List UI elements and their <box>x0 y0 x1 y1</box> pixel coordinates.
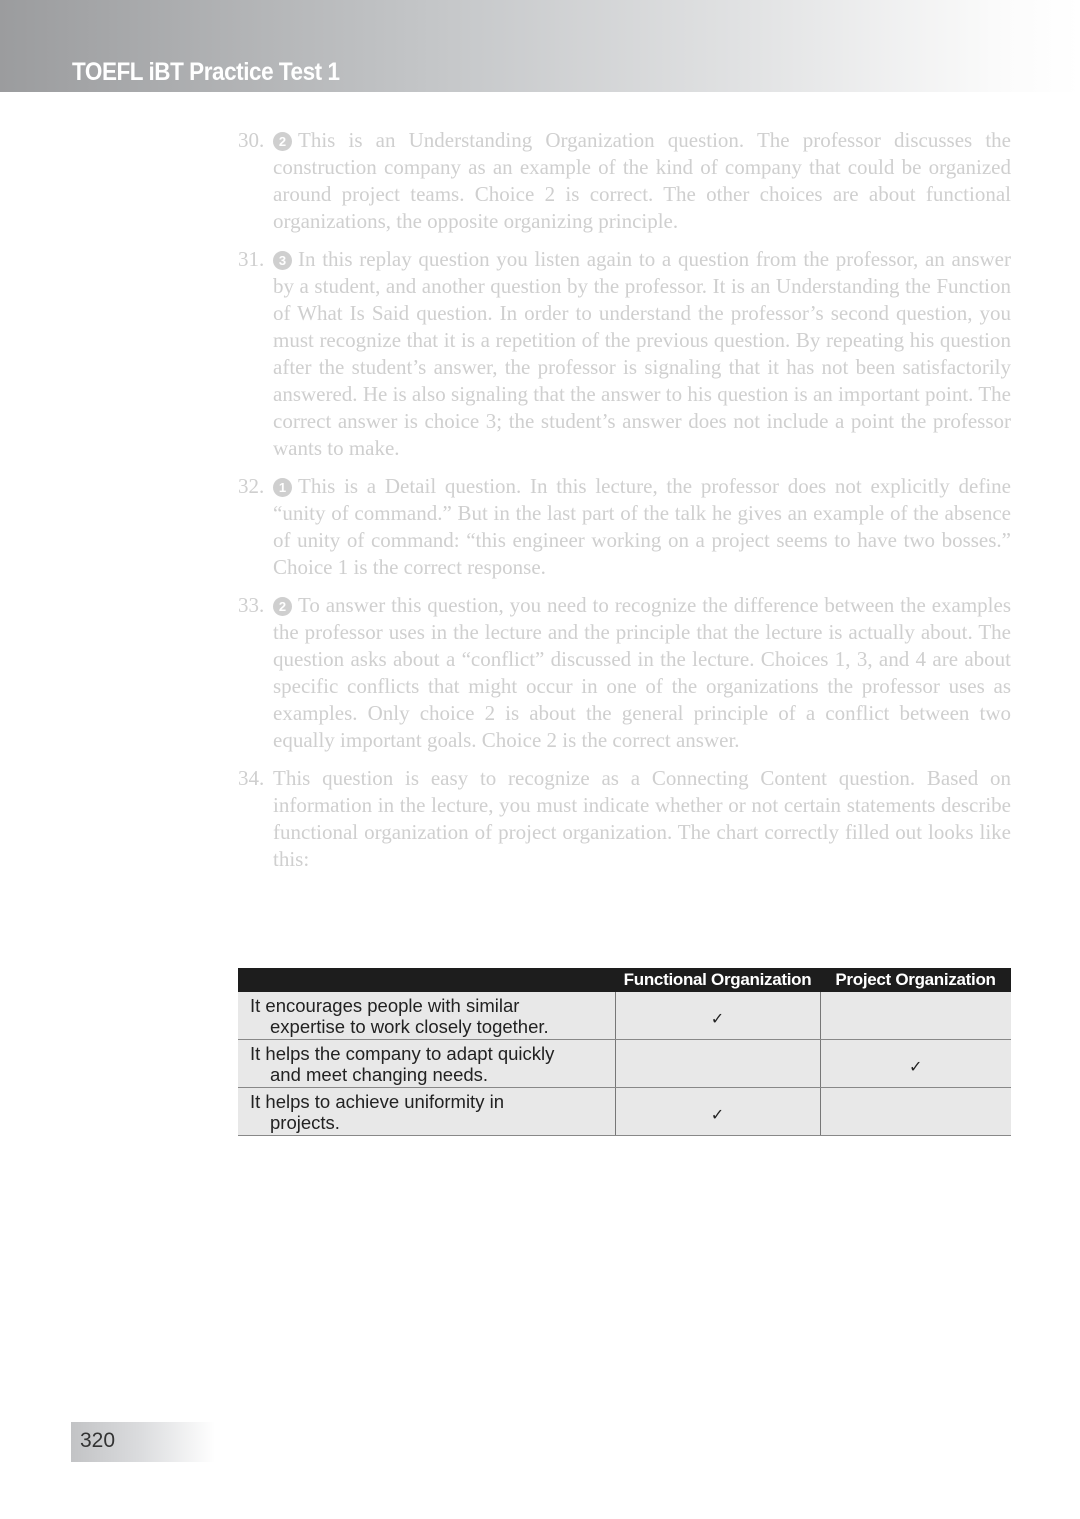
explanation-item <box>238 592 1011 754</box>
table-row <box>238 1088 1011 1136</box>
statement-line: and meet changing needs. <box>270 1064 489 1085</box>
statement-line: projects. <box>270 1112 340 1133</box>
statement-line: It encourages people with similar <box>250 995 520 1016</box>
running-title: TOEFL iBT Practice Test 1 <box>72 58 340 86</box>
table-row <box>238 1040 1011 1088</box>
item-text: This is a Detail question. In this lecture, the professor does not explicitly define “unity of command.” But in the last part of the talk he gives an example of the absence of unity of command: “this engineer working on a project seems to have two bosses.” Choice 1 is the correct response. <box>273 474 1011 579</box>
explanation-item <box>238 765 1011 873</box>
check-cell <box>615 1040 820 1088</box>
item-text: This question is easy to recognize as a Connecting Content question. Based on information in the lecture, you must indicate whether or not certain statements describe functional organization of project organization. The chart correctly filled out looks like this: <box>273 766 1011 871</box>
item-number: 34. <box>238 766 265 790</box>
page-number-tab <box>71 1422 215 1462</box>
item-text: This is an Understanding Organization question. The professor discusses the construction company as an example of the kind of company that could be organized around project teams. Choice 2 is correct. The other choices are about functional organizations, the opposite organizing principle. <box>273 128 1011 233</box>
answer-badge: 2 <box>273 132 292 151</box>
answer-badge: 3 <box>273 251 292 270</box>
table-row <box>238 992 1011 1040</box>
explanation-item <box>238 127 1011 235</box>
header-project: Project Organization <box>820 968 1011 992</box>
item-number: 33. <box>238 593 265 617</box>
statement-line: It helps to achieve uniformity in <box>250 1091 504 1112</box>
explanation-item <box>238 246 1011 462</box>
check-cell <box>820 992 1011 1040</box>
page-header <box>0 0 1080 92</box>
item-text: In this replay question you listen again to a question from the professor, an answer by a student, and another question by the professor. It is an Understanding the Function of What Is Said question. In order to understand the professor’s second question, you must recognize that it is a repetition of the previous question. By repeating his question after the student’s answer, the professor is signaling that it has not been satisfactorily answered. He is also signaling that the answer to his question is an important point. The correct answer is choice 3; the student’s answer does not include a point the professor wants to make. <box>273 247 1011 460</box>
answer-badge: 1 <box>273 478 292 497</box>
check-cell: ✓ <box>615 992 820 1040</box>
check-cell: ✓ <box>615 1088 820 1136</box>
statement-cell <box>238 1088 615 1136</box>
header-blank <box>238 968 615 992</box>
table-header-row <box>238 968 1011 992</box>
answer-badge: 2 <box>273 597 292 616</box>
check-cell <box>820 1088 1011 1136</box>
check-cell: ✓ <box>820 1040 1011 1088</box>
statement-line: expertise to work closely together. <box>270 1016 549 1037</box>
item-number: 31. <box>238 247 265 271</box>
statement-line: It helps the company to adapt quickly <box>250 1043 555 1064</box>
item-text: To answer this question, you need to recognize the difference between the examples the professor uses in the lecture and the principle that the lecture is actually about. The question asks about a “conflict” discussed in the lecture. Choices 1, 3, and 4 are about specific conflicts that might occur in one of the organizations the professor uses as examples. Only choice 2 is about the general principle of a conflict between two equally important goals. Choice 2 is the correct answer. <box>273 593 1011 752</box>
page-number: 320 <box>80 1429 116 1452</box>
statement-cell <box>238 992 615 1040</box>
item-number: 30. <box>238 128 265 152</box>
answer-explanations <box>238 127 1011 884</box>
organization-chart-table <box>238 968 1011 1136</box>
header-functional: Functional Organization <box>615 968 820 992</box>
explanation-item <box>238 473 1011 581</box>
item-number: 32. <box>238 474 265 498</box>
statement-cell <box>238 1040 615 1088</box>
